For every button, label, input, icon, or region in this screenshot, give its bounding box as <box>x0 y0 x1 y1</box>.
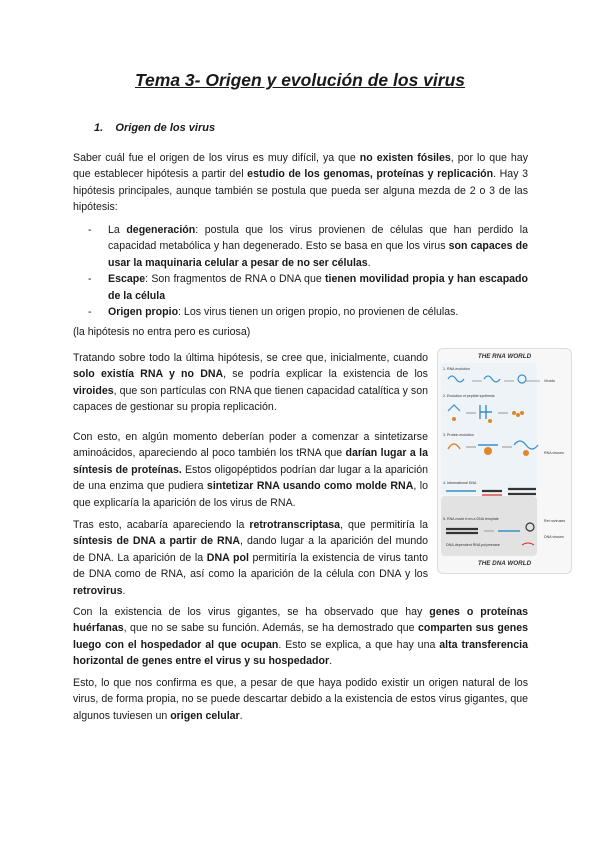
figure-label-rna-viruses: RNA viruses <box>544 451 564 455</box>
section-number: 1. <box>94 122 104 134</box>
list-item: - Escape: Son fragmentos de RNA o DNA que tienen movilidad propia y han escapado de la célula <box>88 273 529 302</box>
rna-from-dna-drawing <box>446 523 534 545</box>
hypotheses-list <box>88 222 528 320</box>
intro-paragraph: Saber cuál fue el origen de los virus es muy difícil, ya que no existen fósiles, por lo que hay que establecer hipótesis a partir del estudio de los genomas, proteínas y replicación. Hay 3 hipótesis principales, aunque también se postula que pueda ser alguna mezda de 2 o 3 de las hipótesis: <box>73 152 528 214</box>
rna-evolution-drawing <box>448 375 540 383</box>
section-heading <box>94 122 215 134</box>
figure-label-retroviruses: Ret roviruses <box>544 519 566 523</box>
figure-drawing <box>438 349 571 573</box>
note-paragraph: (la hipótesis no entra pero es curiosa) <box>73 326 251 338</box>
figure-label-viroids: Viroids <box>544 379 555 383</box>
protein-evolution-drawing <box>448 441 538 456</box>
paragraph-protein-synthesis: Con esto, en algún momento deberían poder a comenzar a sintetizarse aminoácidos, apareciendo al poco también los tRNA que darían lugar a la síntesis de proteínas. Estos oligopéptidos podrían dar lugar a la aparición de una enzima que pudiera sintetizar RNA usando como molde RNA, lo que explicaría la aparición de los virus de RNA. <box>73 431 429 509</box>
figure-step-5: 5. RNA made from a DNA template <box>443 517 499 521</box>
section-heading-text: Origen de los virus <box>115 122 216 134</box>
paragraph-conclusion: Esto, lo que nos confirma es que, a pesar de que haya podido existir un origen natural de los virus, de forma propia, no se puede descartar debido a la existencia de estos virus gigantes, que algunos tuviesen un origen celular. <box>73 677 528 722</box>
rna-world-figure <box>437 348 572 574</box>
figure-title-bottom: THE DNA WORLD <box>477 560 532 567</box>
peptide-synthesis-drawing <box>448 405 524 423</box>
figure-label-dna-pol: DNA-dependent RNA polymerase <box>446 543 500 547</box>
figure-step-2: 2. Evolution of peptide synthesis <box>443 394 495 398</box>
paragraph-rna-world: Tratando sobre todo la última hipótesis, se cree que, inicialmente, cuando solo existía RNA y no DNA, se podría explicar la existencia de los viroides, que son partículas con RNA que tienen capacidad catalítica y son capaces de gestionar su propia replicación. <box>73 352 428 414</box>
list-item: - La degeneración: postula que los virus provienen de células que han perdido la capacidad metabólica y han degenerado. Esto se basa en que los virus son capaces de usar la maquinaria celular a pesar de no ser células. <box>88 224 528 269</box>
figure-label-dna-viruses: DNA viruses <box>544 535 564 539</box>
paragraph-dna-world: Tras esto, acabaría apareciendo la retrotranscriptasa, que permitiría la síntesis de DNA a partir de RNA, dando lugar a la aparición del mundo de DNA. La aparición de la DNA pol permitiría la existencia de virus tanto de DNA como de RNA, así como la aparición de la célula con DNA y los retrovirus. <box>73 519 429 597</box>
paragraph-giant-viruses: Con la existencia de los virus gigantes, se ha observado que hay genes o proteínas huérfanas, que no se sabe su función. Además, se ha demostrado que comparten sus genes luego con el hospedador al que ocupan. Esto se explica, a que hay una alta transferencia horizontal de genes entre el virus y su hospedador. <box>73 606 528 668</box>
page-title: Tema 3- Origen y evolución de los virus <box>134 70 465 90</box>
informational-dna-drawing <box>446 489 536 495</box>
figure-step-4: 4. Informational DNA <box>443 481 477 485</box>
figure-step-3: 3. Protein evolution <box>443 433 474 437</box>
list-item: - Origen propio: Los virus tienen un origen propio, no provienen de células. <box>88 306 459 319</box>
figure-title-top: THE RNA WORLD <box>477 353 532 360</box>
figure-step-1: 1. RNA evolution <box>443 367 470 371</box>
